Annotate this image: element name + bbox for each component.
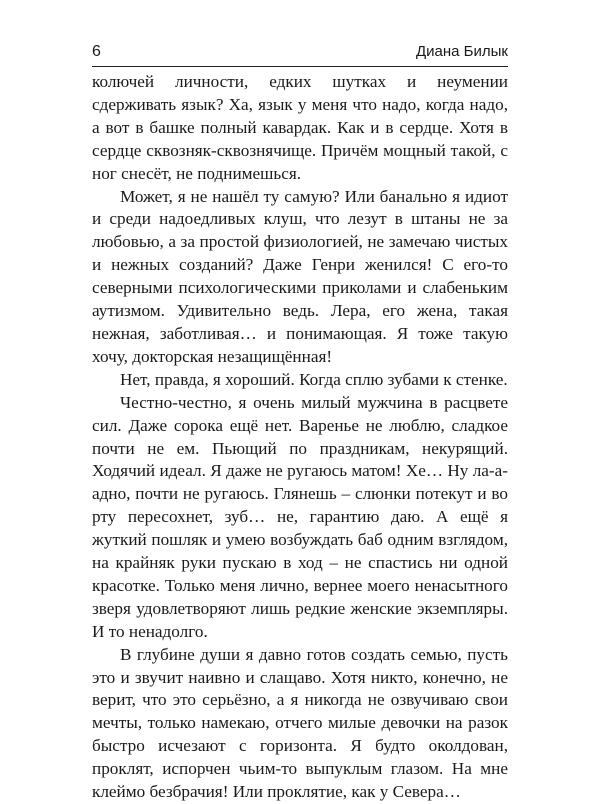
page-content <box>92 42 508 804</box>
paragraph: Нет, правда, я хороший. Когда сплю зубами к стенке. <box>120 369 508 389</box>
running-header <box>92 42 508 67</box>
paragraph: Честно-честно, я очень милый мужчина в расцвете сил. Даже сорока ещё нет. Варенье не люблю, сладкое почти не ем. Пьющий по праздникам, некурящий. Ходячий идеал. Я даже не ругаюсь матом! Хе… Ну ла-а-адно, почти не ругаюсь. Глянешь – слюнки потекут и во рту пересохнет, зуб… не, гарантию даю. А ещё я жуткий пошляк и умею возбуждать баб одним взглядом, на крайняк руки пускаю в ход – не спастись ни одной красотке. Только меня лично, вернее моего ненасытного зверя удовлетворяют лишь редкие женские экземпляры. И то ненадолго. <box>92 392 508 641</box>
page-number: 6 <box>92 43 101 60</box>
running-title: Диана Билык <box>416 43 508 60</box>
paragraph: колючей личности, едких шутках и неумении сдерживать язык? Ха, язык у меня что надо, когда надо, а вот в башке полный кавардак. Как и в сердце. Хотя в сердце сквозняк-сквознячище. Причём мощный такой, с ног снесёт, не поднимешься. <box>92 72 508 183</box>
body-text <box>92 71 508 804</box>
paragraph: В глубине души я давно готов создать семью, пусть это и звучит наивно и слащаво. Хотя никто, конечно, не верит, что это серьёзно, а я никогда не озвучиваю свои мечты, только намекаю, отчего милые девочки на разок быстро исчезают с горизонта. Я будто околдован, проклят, испорчен чьим-то выпуклым глазом. На мне клеймо безбрачия! Или проклятие, как у Севера… <box>92 644 508 802</box>
paragraph: Может, я не нашёл ту самую? Или банально я идиот и среди надоедливых клуш, что лезут в штаны не за любовью, а за простой физиологией, не замечаю чистых и нежных созданий? Даже Генри женился! С его-то северными психологическими приколами и слабеньким аутизмом. Удивительно ведь. Лера, его жена, такая нежная, заботливая… и понимающая. Я тоже такую хочу, докторская незащищённая! <box>92 186 508 366</box>
